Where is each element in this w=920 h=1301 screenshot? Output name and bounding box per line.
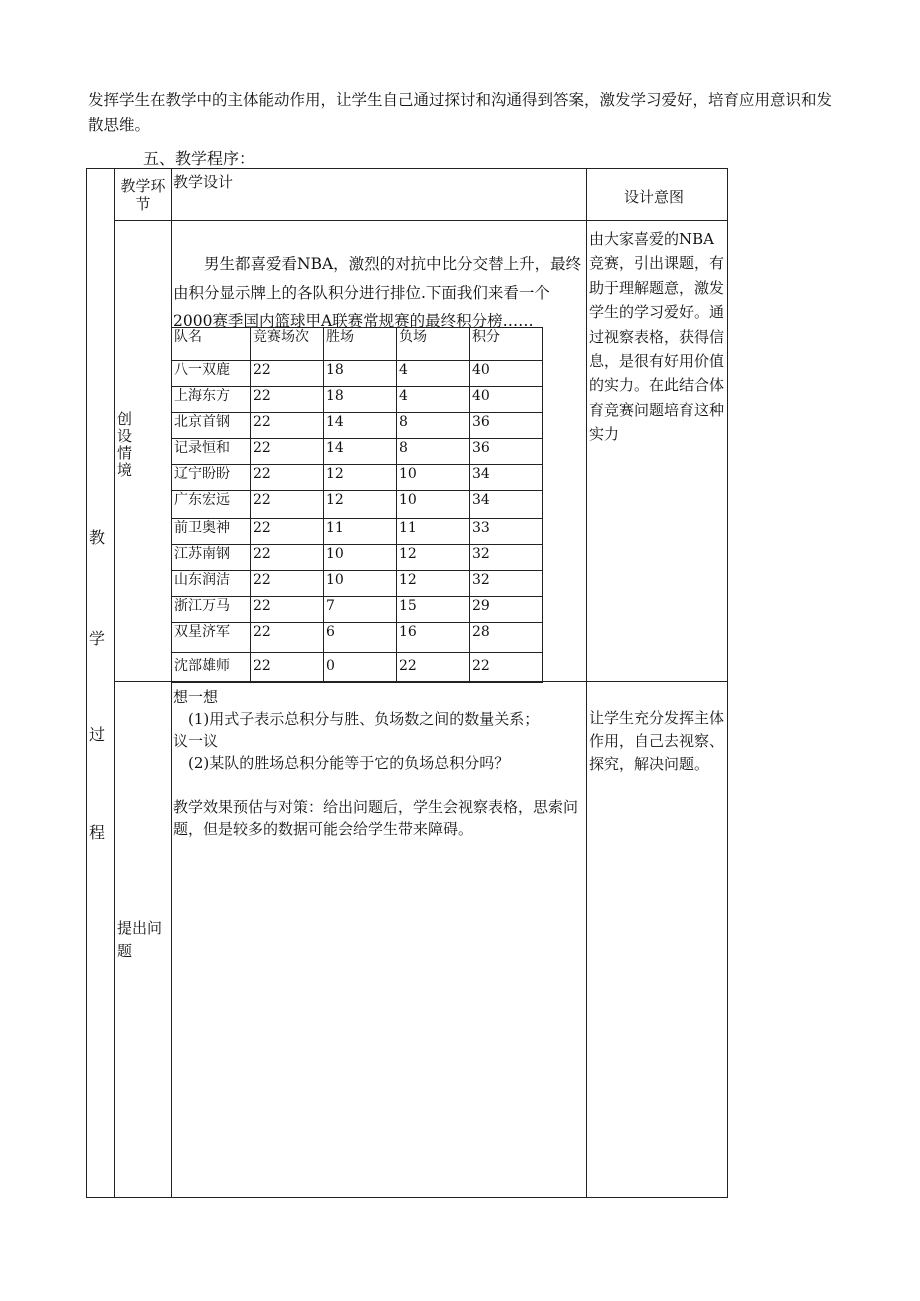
- games-cell: 22: [251, 361, 324, 387]
- team-name: 前卫奥神: [172, 519, 251, 545]
- team-name: 浙江万马: [172, 597, 251, 623]
- team-name: 山东润洁: [172, 571, 251, 597]
- points-cell: 33: [470, 519, 543, 545]
- losses-cell: 8: [397, 439, 470, 465]
- points-cell: 36: [470, 439, 543, 465]
- games-cell: 22: [251, 519, 324, 545]
- wins-cell: 7: [324, 597, 397, 623]
- wins-cell: 0: [324, 653, 397, 683]
- wins-cell: 10: [324, 545, 397, 571]
- losses-cell: 4: [397, 361, 470, 387]
- score-table: [171, 327, 543, 683]
- table-row: [172, 571, 543, 597]
- games-cell: 22: [251, 545, 324, 571]
- wins-cell: 14: [324, 439, 397, 465]
- row-divider: [114, 220, 728, 221]
- losses-cell: 22: [397, 653, 470, 683]
- points-cell: 32: [470, 545, 543, 571]
- table-row: [172, 653, 543, 683]
- column-header: 负场: [397, 328, 470, 361]
- header-design: 教学设计: [173, 173, 234, 191]
- wins-cell: 12: [324, 491, 397, 519]
- losses-cell: 11: [397, 519, 470, 545]
- wins-cell: 18: [324, 387, 397, 413]
- table-row: [172, 491, 543, 519]
- situation-paragraph: 男生都喜爱看NBA，激烈的对抗中比分交替上升，最终由积分显示牌上的各队积分进行排位.下面我们来看一个2000赛季国内篮球甲A联赛常规赛的最终积分榜……: [173, 255, 582, 330]
- team-name: 广东宏远: [172, 491, 251, 519]
- column-header: 竞赛场次: [251, 328, 324, 361]
- losses-cell: 16: [397, 623, 470, 653]
- question-block: [173, 686, 585, 840]
- wins-cell: 10: [324, 571, 397, 597]
- losses-cell: 12: [397, 571, 470, 597]
- table-row: [172, 465, 543, 491]
- process-label-char: 程: [89, 823, 106, 842]
- column-header: 胜场: [324, 328, 397, 361]
- think-title: 想一想: [173, 688, 219, 706]
- intro-paragraph: 发挥学生在教学中的主体能动作用，让学生自己通过探讨和沟通得到答案，激发学习爱好，培育应用意识和发散思维。: [88, 91, 833, 134]
- process-label-char: 教: [89, 528, 106, 547]
- games-cell: 22: [251, 439, 324, 465]
- table-row: [172, 597, 543, 623]
- table-row: [172, 545, 543, 571]
- header-intent: 设计意图: [624, 188, 685, 206]
- games-cell: 22: [251, 653, 324, 683]
- column-divider: [171, 168, 172, 1198]
- process-label-char: 学: [89, 629, 106, 648]
- losses-cell: 15: [397, 597, 470, 623]
- points-cell: 40: [470, 361, 543, 387]
- games-cell: 22: [251, 465, 324, 491]
- points-cell: 34: [470, 465, 543, 491]
- discuss-title: 议一议: [173, 732, 219, 750]
- column-header: 积分: [470, 328, 543, 361]
- table-row: [172, 623, 543, 653]
- stage-create-situation: 创设情境: [117, 410, 133, 479]
- losses-cell: 8: [397, 413, 470, 439]
- points-cell: 22: [470, 653, 543, 683]
- table-row: [172, 361, 543, 387]
- column-divider: [114, 168, 115, 1198]
- games-cell: 22: [251, 413, 324, 439]
- losses-cell: 10: [397, 465, 470, 491]
- section-heading: 五、教学程序：: [143, 149, 256, 168]
- question-2: (2)某队的胜场总积分能等于它的负场总积分吗？: [188, 754, 510, 772]
- team-name: 北京首钢: [172, 413, 251, 439]
- points-cell: 29: [470, 597, 543, 623]
- wins-cell: 18: [324, 361, 397, 387]
- team-name: 辽宁盼盼: [172, 465, 251, 491]
- points-cell: 32: [470, 571, 543, 597]
- wins-cell: 11: [324, 519, 397, 545]
- games-cell: 22: [251, 491, 324, 519]
- team-name: 江苏南钢: [172, 545, 251, 571]
- games-cell: 22: [251, 623, 324, 653]
- question-1: (1)用式子表示总积分与胜、负场数之间的数量关系；: [188, 710, 540, 728]
- team-name: 八一双鹿: [172, 361, 251, 387]
- column-header: 队名: [172, 328, 251, 361]
- table-row: [172, 413, 543, 439]
- table-row: [172, 387, 543, 413]
- games-cell: 22: [251, 597, 324, 623]
- stage-raise-question: 提出问题: [117, 919, 163, 960]
- points-cell: 40: [470, 387, 543, 413]
- games-cell: 22: [251, 571, 324, 597]
- team-name: 双星济军: [172, 623, 251, 653]
- team-name: 上海东方: [172, 387, 251, 413]
- losses-cell: 4: [397, 387, 470, 413]
- points-cell: 36: [470, 413, 543, 439]
- effect-text: 教学效果预估与对策：给出问题后，学生会视察表格，思索问题，但是较多的数据可能会给学生带来障碍。: [173, 798, 579, 838]
- intent-row2: 让学生充分发挥主体作用，自己去视察、探究，解决问题。: [589, 709, 725, 773]
- process-label-char: 过: [89, 725, 106, 744]
- points-cell: 28: [470, 623, 543, 653]
- team-name: 记录恒和: [172, 439, 251, 465]
- wins-cell: 12: [324, 465, 397, 491]
- points-cell: 34: [470, 491, 543, 519]
- team-name: 沈部雄师: [172, 653, 251, 683]
- column-divider: [586, 168, 587, 1198]
- score-table-header: [172, 328, 543, 361]
- wins-cell: 14: [324, 413, 397, 439]
- games-cell: 22: [251, 387, 324, 413]
- intent-row1: 由大家喜爱的NBA竞赛，引出课题，有助于理解题意，激发学生的学习爱好。通过视察表格，获得信息，是很有好用价值的实力。在此结合体育竞赛问题培育这种实力: [589, 230, 725, 444]
- losses-cell: 10: [397, 491, 470, 519]
- header-stage: 教学环节: [120, 177, 166, 213]
- table-row: [172, 519, 543, 545]
- table-row: [172, 439, 543, 465]
- losses-cell: 12: [397, 545, 470, 571]
- wins-cell: 6: [324, 623, 397, 653]
